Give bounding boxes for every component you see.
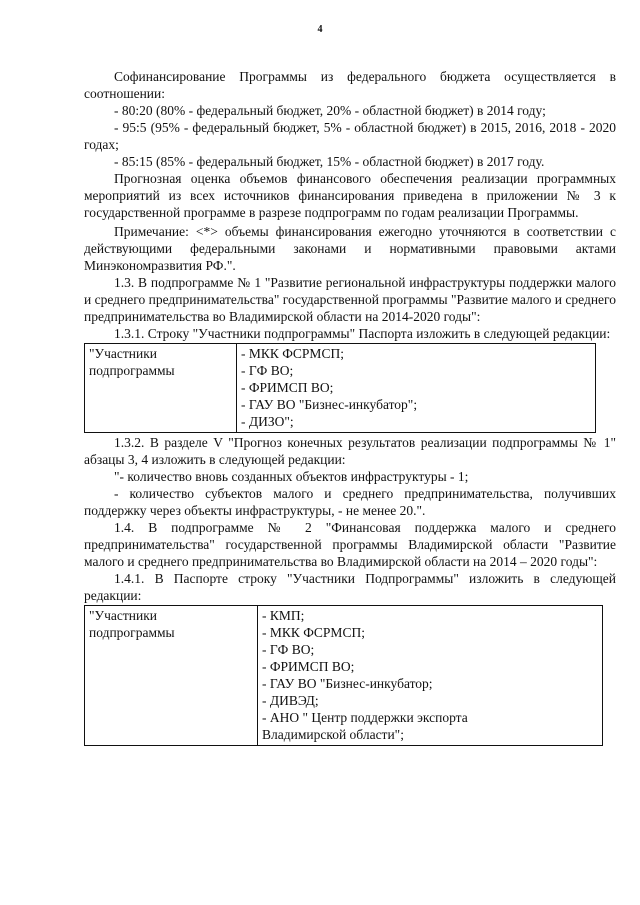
list-item-2017: - 85:15 (85% - федеральный бюджет, 15% - областной бюджет) в 2017 году. xyxy=(114,154,545,169)
list-item: - ФРИМСП ВО; xyxy=(241,380,334,395)
list-item-2015-2020: - 95:5 (95% - федеральный бюджет, 5% - областной бюджет) в 2015, 2016, 2018 - 2020 годах; xyxy=(84,120,616,152)
list-item: - ДИВЭД; xyxy=(262,693,319,708)
participants-table-1 xyxy=(84,343,596,433)
table-label-cell xyxy=(85,344,237,433)
table-label-line: "Участники xyxy=(89,608,157,623)
paragraph-cofinancing: Софинансирование Программы из федерального бюджета осуществляется в соотношении: xyxy=(84,69,616,101)
paragraph-1-3-1: 1.3.1. Строку "Участники подпрограммы" Паспорта изложить в следующей редакции: xyxy=(114,326,611,341)
paragraph-note: Примечание: <*> объемы финансирования ежегодно уточняются в соответствии с действующими федеральными законами и нормативными правовыми актами Минэкономразвития РФ.". xyxy=(84,224,616,273)
paragraph-1-4-1: 1.4.1. В Паспорте строку "Участники Подпрограммы" изложить в следующей редакции: xyxy=(84,571,616,603)
list-item: - ДИЗО"; xyxy=(241,414,294,429)
list-item: - ГАУ ВО "Бизнес-инкубатор"; xyxy=(241,397,418,412)
page-number: 4 xyxy=(317,24,323,35)
list-item-supported-subjects: - количество субъектов малого и среднего предпринимательства, получивших поддержку через объекты инфраструктуры, - не менее 20.". xyxy=(84,486,616,518)
table-label-cell xyxy=(85,606,258,746)
table-label-line: подпрограммы xyxy=(89,625,175,640)
list-item: - МКК ФСРМСП; xyxy=(262,625,365,640)
list-item: - КМП; xyxy=(262,608,305,623)
paragraph-1-3-2: 1.3.2. В разделе V "Прогноз конечных результатов реализации подпрограммы № 1" абзацы 3, 4 изложить в следующей редакции: xyxy=(84,435,616,467)
list-item: - ГФ ВО; xyxy=(262,642,315,657)
list-item: - АНО " Центр поддержки экспорта xyxy=(262,710,468,725)
table-label-line: подпрограммы xyxy=(89,363,175,378)
table-row xyxy=(85,344,596,433)
list-item-new-objects: "- количество вновь созданных объектов инфраструктуры - 1; xyxy=(114,469,469,484)
paragraph-forecast: Прогнозная оценка объемов финансового обеспечения реализации программных мероприятий из всех источников финансирования приведена в приложении № 3 к государственной программе в разрезе подпрограмм по годам реализации Программы. xyxy=(84,171,616,220)
list-item: - МКК ФСРМСП; xyxy=(241,346,344,361)
paragraph-1-3: 1.3. В подпрограмме № 1 "Развитие региональной инфраструктуры поддержки малого и среднего предпринимательства" государственной программы "Развитие малого и среднего предпринимательства во Владимирской области на 2014-2020 годы": xyxy=(84,275,616,324)
list-item: - ГФ ВО; xyxy=(241,363,294,378)
list-item: - ГАУ ВО "Бизнес-инкубатор; xyxy=(262,676,433,691)
table-label-line: "Участники xyxy=(89,346,157,361)
table-row xyxy=(85,606,603,746)
participants-table-2 xyxy=(84,605,603,746)
table-values-cell xyxy=(258,606,603,746)
list-item: Владимирской области"; xyxy=(262,727,404,742)
list-item-2014: - 80:20 (80% - федеральный бюджет, 20% - областной бюджет) в 2014 году; xyxy=(114,103,546,118)
document-body xyxy=(84,68,616,747)
paragraph-1-4: 1.4. В подпрограмме № 2 "Финансовая поддержка малого и среднего предпринимательства" государственной программы Владимирской области "Развитие малого и среднего предпринимательства во Владимирской области на 2014 – 2020 годы": xyxy=(84,520,616,569)
table-values-cell xyxy=(237,344,596,433)
list-item: - ФРИМСП ВО; xyxy=(262,659,355,674)
